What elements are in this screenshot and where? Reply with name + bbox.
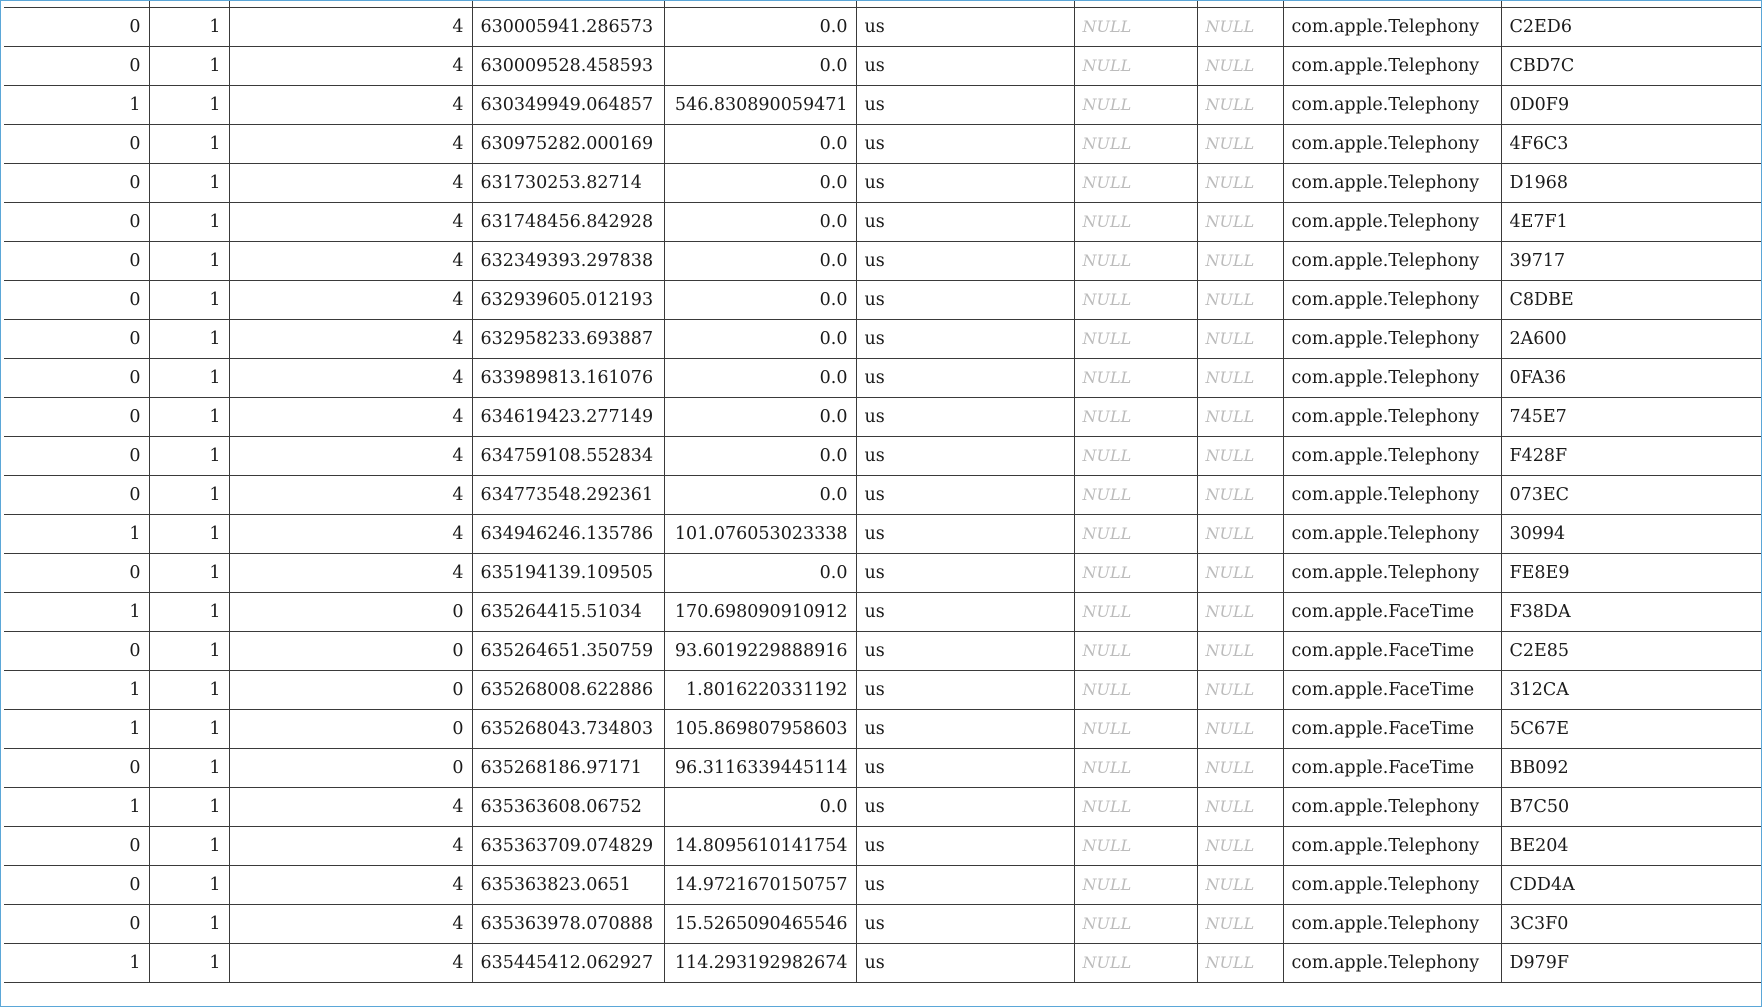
cell-flag[interactable]: 0 bbox=[4, 631, 149, 670]
cell-type[interactable]: 4 bbox=[229, 787, 472, 826]
cell-type[interactable]: 4 bbox=[229, 7, 472, 46]
cell-null-a[interactable]: NULL bbox=[1074, 826, 1197, 865]
cell-flag[interactable]: 0 bbox=[4, 748, 149, 787]
cell-duration[interactable]: 0.0 bbox=[664, 202, 856, 241]
cell-unit[interactable]: us bbox=[856, 748, 1074, 787]
cell-null-b[interactable]: NULL bbox=[1197, 124, 1283, 163]
cell-service[interactable]: com.apple.Telephony bbox=[1283, 280, 1501, 319]
cell-type[interactable]: 4 bbox=[229, 46, 472, 85]
cell-null-a[interactable]: NULL bbox=[1074, 748, 1197, 787]
cell-timestamp[interactable]: 635264651.350759 bbox=[472, 631, 664, 670]
cell-id[interactable]: BB092 bbox=[1501, 748, 1762, 787]
cell-count[interactable]: 1 bbox=[149, 358, 229, 397]
cell-unit[interactable]: us bbox=[856, 553, 1074, 592]
cell-id[interactable]: 3C3F0 bbox=[1501, 904, 1762, 943]
cell-id[interactable]: FE8E9 bbox=[1501, 553, 1762, 592]
cell-type[interactable]: 4 bbox=[229, 826, 472, 865]
cell-timestamp[interactable]: 635268186.97171 bbox=[472, 748, 664, 787]
cell-service[interactable]: com.apple.FaceTime bbox=[1283, 631, 1501, 670]
table-row[interactable] bbox=[4, 46, 1762, 85]
table-row[interactable] bbox=[4, 553, 1762, 592]
cell-null-a[interactable]: NULL bbox=[1074, 865, 1197, 904]
cell-count[interactable]: 1 bbox=[149, 865, 229, 904]
cell-timestamp[interactable]: 635363978.070888 bbox=[472, 904, 664, 943]
cell-id[interactable]: 4F6C3 bbox=[1501, 124, 1762, 163]
cell-id[interactable]: 073EC bbox=[1501, 475, 1762, 514]
cell-timestamp[interactable]: 630009528.458593 bbox=[472, 46, 664, 85]
cell-duration[interactable]: 0.0 bbox=[664, 163, 856, 202]
cell-timestamp[interactable]: 630005941.286573 bbox=[472, 7, 664, 46]
cell-service[interactable]: com.apple.Telephony bbox=[1283, 85, 1501, 124]
cell-service[interactable]: com.apple.Telephony bbox=[1283, 358, 1501, 397]
cell-timestamp[interactable]: 630975282.000169 bbox=[472, 124, 664, 163]
cell-null-a[interactable]: NULL bbox=[1074, 358, 1197, 397]
cell-service[interactable]: com.apple.FaceTime bbox=[1283, 709, 1501, 748]
cell-type[interactable]: 0 bbox=[229, 670, 472, 709]
cell-null-a[interactable]: NULL bbox=[1074, 163, 1197, 202]
cell-timestamp[interactable]: 635445412.062927 bbox=[472, 943, 664, 982]
cell-service[interactable]: com.apple.Telephony bbox=[1283, 319, 1501, 358]
cell-service[interactable]: com.apple.Telephony bbox=[1283, 202, 1501, 241]
cell-null-b[interactable]: NULL bbox=[1197, 280, 1283, 319]
cell-timestamp[interactable]: 634619423.277149 bbox=[472, 397, 664, 436]
cell-duration[interactable]: 0.0 bbox=[664, 280, 856, 319]
cell-type[interactable]: 4 bbox=[229, 553, 472, 592]
cell-timestamp[interactable]: 635363608.06752 bbox=[472, 787, 664, 826]
cell-unit[interactable]: us bbox=[856, 280, 1074, 319]
cell-null-b[interactable]: NULL bbox=[1197, 943, 1283, 982]
cell-null-b[interactable]: NULL bbox=[1197, 7, 1283, 46]
cell-type[interactable]: 4 bbox=[229, 202, 472, 241]
cell-id[interactable]: C2E85 bbox=[1501, 631, 1762, 670]
cell-id[interactable]: 5C67E bbox=[1501, 709, 1762, 748]
cell-null-b[interactable]: NULL bbox=[1197, 241, 1283, 280]
cell-null-b[interactable]: NULL bbox=[1197, 787, 1283, 826]
cell-unit[interactable]: us bbox=[856, 397, 1074, 436]
cell-null-a[interactable]: NULL bbox=[1074, 631, 1197, 670]
cell-timestamp[interactable]: 634946246.135786 bbox=[472, 514, 664, 553]
cell-null-b[interactable]: NULL bbox=[1197, 592, 1283, 631]
cell-unit[interactable]: us bbox=[856, 592, 1074, 631]
cell-timestamp[interactable]: 635264415.51034 bbox=[472, 592, 664, 631]
cell-type[interactable]: 4 bbox=[229, 124, 472, 163]
table-row[interactable] bbox=[4, 397, 1762, 436]
cell-flag[interactable]: 0 bbox=[4, 397, 149, 436]
cell-duration[interactable]: 0.0 bbox=[664, 475, 856, 514]
cell-count[interactable]: 1 bbox=[149, 280, 229, 319]
cell-flag[interactable]: 0 bbox=[4, 865, 149, 904]
cell-type[interactable]: 4 bbox=[229, 436, 472, 475]
cell-flag[interactable]: 0 bbox=[4, 7, 149, 46]
cell-duration[interactable]: 0.0 bbox=[664, 436, 856, 475]
cell-null-a[interactable]: NULL bbox=[1074, 904, 1197, 943]
cell-unit[interactable]: us bbox=[856, 631, 1074, 670]
cell-null-a[interactable]: NULL bbox=[1074, 280, 1197, 319]
cell-null-a[interactable]: NULL bbox=[1074, 241, 1197, 280]
cell-null-a[interactable]: NULL bbox=[1074, 124, 1197, 163]
cell-timestamp[interactable]: 631748456.842928 bbox=[472, 202, 664, 241]
cell-type[interactable]: 4 bbox=[229, 475, 472, 514]
cell-id[interactable]: 745E7 bbox=[1501, 397, 1762, 436]
cell-type[interactable]: 4 bbox=[229, 514, 472, 553]
cell-id[interactable]: F38DA bbox=[1501, 592, 1762, 631]
cell-count[interactable]: 1 bbox=[149, 553, 229, 592]
cell-timestamp[interactable]: 635363709.074829 bbox=[472, 826, 664, 865]
cell-type[interactable]: 4 bbox=[229, 865, 472, 904]
cell-unit[interactable]: us bbox=[856, 826, 1074, 865]
cell-type[interactable]: 0 bbox=[229, 631, 472, 670]
cell-null-b[interactable]: NULL bbox=[1197, 553, 1283, 592]
table-row[interactable] bbox=[4, 319, 1762, 358]
cell-service[interactable]: com.apple.Telephony bbox=[1283, 943, 1501, 982]
cell-service[interactable]: com.apple.Telephony bbox=[1283, 475, 1501, 514]
cell-null-b[interactable]: NULL bbox=[1197, 46, 1283, 85]
cell-null-b[interactable]: NULL bbox=[1197, 85, 1283, 124]
cell-flag[interactable]: 0 bbox=[4, 904, 149, 943]
cell-unit[interactable]: us bbox=[856, 865, 1074, 904]
cell-id[interactable]: F428F bbox=[1501, 436, 1762, 475]
cell-null-a[interactable]: NULL bbox=[1074, 436, 1197, 475]
cell-unit[interactable]: us bbox=[856, 358, 1074, 397]
cell-count[interactable]: 1 bbox=[149, 202, 229, 241]
cell-service[interactable]: com.apple.Telephony bbox=[1283, 787, 1501, 826]
cell-count[interactable]: 1 bbox=[149, 631, 229, 670]
cell-null-b[interactable]: NULL bbox=[1197, 514, 1283, 553]
cell-timestamp[interactable]: 634773548.292361 bbox=[472, 475, 664, 514]
cell-type[interactable]: 0 bbox=[229, 592, 472, 631]
cell-count[interactable]: 1 bbox=[149, 748, 229, 787]
cell-flag[interactable]: 0 bbox=[4, 280, 149, 319]
cell-count[interactable]: 1 bbox=[149, 592, 229, 631]
table-row[interactable] bbox=[4, 709, 1762, 748]
cell-duration[interactable]: 170.698090910912 bbox=[664, 592, 856, 631]
cell-null-b[interactable]: NULL bbox=[1197, 826, 1283, 865]
cell-service[interactable]: com.apple.Telephony bbox=[1283, 826, 1501, 865]
cell-unit[interactable]: us bbox=[856, 202, 1074, 241]
cell-flag[interactable]: 0 bbox=[4, 475, 149, 514]
cell-unit[interactable]: us bbox=[856, 709, 1074, 748]
cell-duration[interactable]: 0.0 bbox=[664, 124, 856, 163]
cell-null-a[interactable]: NULL bbox=[1074, 943, 1197, 982]
cell-duration[interactable]: 101.076053023338 bbox=[664, 514, 856, 553]
cell-service[interactable]: com.apple.Telephony bbox=[1283, 436, 1501, 475]
table-row[interactable] bbox=[4, 436, 1762, 475]
cell-duration[interactable]: 93.6019229888916 bbox=[664, 631, 856, 670]
table-row[interactable] bbox=[4, 7, 1762, 46]
cell-service[interactable]: com.apple.Telephony bbox=[1283, 241, 1501, 280]
cell-service[interactable]: com.apple.Telephony bbox=[1283, 514, 1501, 553]
cell-duration[interactable]: 114.293192982674 bbox=[664, 943, 856, 982]
cell-unit[interactable]: us bbox=[856, 46, 1074, 85]
cell-null-a[interactable]: NULL bbox=[1074, 7, 1197, 46]
cell-null-b[interactable]: NULL bbox=[1197, 358, 1283, 397]
cell-count[interactable]: 1 bbox=[149, 904, 229, 943]
cell-null-b[interactable]: NULL bbox=[1197, 670, 1283, 709]
cell-flag[interactable]: 0 bbox=[4, 124, 149, 163]
cell-count[interactable]: 1 bbox=[149, 436, 229, 475]
cell-timestamp[interactable]: 635363823.0651 bbox=[472, 865, 664, 904]
cell-type[interactable]: 0 bbox=[229, 748, 472, 787]
cell-flag[interactable]: 1 bbox=[4, 943, 149, 982]
cell-duration[interactable]: 15.5265090465546 bbox=[664, 904, 856, 943]
cell-null-a[interactable]: NULL bbox=[1074, 319, 1197, 358]
cell-null-a[interactable]: NULL bbox=[1074, 46, 1197, 85]
cell-null-b[interactable]: NULL bbox=[1197, 865, 1283, 904]
cell-count[interactable]: 1 bbox=[149, 46, 229, 85]
table-row[interactable] bbox=[4, 280, 1762, 319]
cell-flag[interactable]: 1 bbox=[4, 787, 149, 826]
results-table bbox=[4, 1, 1762, 983]
table-row[interactable] bbox=[4, 475, 1762, 514]
cell-duration[interactable]: 0.0 bbox=[664, 787, 856, 826]
cell-duration[interactable]: 546.830890059471 bbox=[664, 85, 856, 124]
cell-id[interactable]: 39717 bbox=[1501, 241, 1762, 280]
cell-null-b[interactable]: NULL bbox=[1197, 202, 1283, 241]
cell-duration[interactable]: 0.0 bbox=[664, 397, 856, 436]
cell-id[interactable]: 0D0F9 bbox=[1501, 85, 1762, 124]
cell-type[interactable]: 4 bbox=[229, 358, 472, 397]
cell-duration[interactable]: 0.0 bbox=[664, 46, 856, 85]
cell-timestamp[interactable]: 634759108.552834 bbox=[472, 436, 664, 475]
cell-flag[interactable]: 1 bbox=[4, 670, 149, 709]
cell-count[interactable]: 1 bbox=[149, 397, 229, 436]
cell-service[interactable]: com.apple.Telephony bbox=[1283, 124, 1501, 163]
cell-unit[interactable]: us bbox=[856, 787, 1074, 826]
cell-timestamp[interactable]: 633989813.161076 bbox=[472, 358, 664, 397]
cell-id[interactable]: BE204 bbox=[1501, 826, 1762, 865]
cell-unit[interactable]: us bbox=[856, 163, 1074, 202]
cell-unit[interactable]: us bbox=[856, 85, 1074, 124]
cell-service[interactable]: com.apple.Telephony bbox=[1283, 865, 1501, 904]
cell-null-a[interactable]: NULL bbox=[1074, 397, 1197, 436]
cell-null-a[interactable]: NULL bbox=[1074, 553, 1197, 592]
cell-timestamp[interactable]: 632939605.012193 bbox=[472, 280, 664, 319]
cell-service[interactable]: com.apple.Telephony bbox=[1283, 904, 1501, 943]
cell-duration[interactable]: 105.869807958603 bbox=[664, 709, 856, 748]
cell-null-b[interactable]: NULL bbox=[1197, 397, 1283, 436]
cell-null-b[interactable]: NULL bbox=[1197, 436, 1283, 475]
cell-count[interactable]: 1 bbox=[149, 826, 229, 865]
cell-timestamp[interactable]: 632958233.693887 bbox=[472, 319, 664, 358]
cell-unit[interactable]: us bbox=[856, 670, 1074, 709]
table-row[interactable] bbox=[4, 787, 1762, 826]
cell-null-a[interactable]: NULL bbox=[1074, 202, 1197, 241]
cell-null-a[interactable]: NULL bbox=[1074, 670, 1197, 709]
table-row[interactable] bbox=[4, 163, 1762, 202]
cell-duration[interactable]: 0.0 bbox=[664, 7, 856, 46]
cell-null-a[interactable]: NULL bbox=[1074, 85, 1197, 124]
cell-count[interactable]: 1 bbox=[149, 943, 229, 982]
cell-type[interactable]: 4 bbox=[229, 85, 472, 124]
cell-null-a[interactable]: NULL bbox=[1074, 709, 1197, 748]
cell-timestamp[interactable]: 631730253.82714 bbox=[472, 163, 664, 202]
table-row[interactable] bbox=[4, 748, 1762, 787]
cell-unit[interactable]: us bbox=[856, 475, 1074, 514]
cell-id[interactable]: 4E7F1 bbox=[1501, 202, 1762, 241]
cell-count[interactable]: 1 bbox=[149, 709, 229, 748]
cell-null-b[interactable]: NULL bbox=[1197, 748, 1283, 787]
cell-id[interactable]: CDD4A bbox=[1501, 865, 1762, 904]
table-row[interactable] bbox=[4, 943, 1762, 982]
table-row[interactable] bbox=[4, 124, 1762, 163]
cell-null-b[interactable]: NULL bbox=[1197, 709, 1283, 748]
table-row[interactable] bbox=[4, 202, 1762, 241]
cell-duration[interactable]: 96.3116339445114 bbox=[664, 748, 856, 787]
cell-null-b[interactable]: NULL bbox=[1197, 475, 1283, 514]
cell-type[interactable]: 4 bbox=[229, 904, 472, 943]
cell-type[interactable]: 4 bbox=[229, 241, 472, 280]
cell-unit[interactable]: us bbox=[856, 436, 1074, 475]
cell-type[interactable]: 4 bbox=[229, 319, 472, 358]
cell-null-b[interactable]: NULL bbox=[1197, 163, 1283, 202]
cell-timestamp[interactable]: 632349393.297838 bbox=[472, 241, 664, 280]
cell-flag[interactable]: 1 bbox=[4, 592, 149, 631]
cell-timestamp[interactable]: 635268043.734803 bbox=[472, 709, 664, 748]
cell-id[interactable]: 30994 bbox=[1501, 514, 1762, 553]
cell-flag[interactable]: 0 bbox=[4, 319, 149, 358]
cell-flag[interactable]: 0 bbox=[4, 358, 149, 397]
cell-unit[interactable]: us bbox=[856, 514, 1074, 553]
cell-type[interactable]: 4 bbox=[229, 163, 472, 202]
cell-flag[interactable]: 0 bbox=[4, 163, 149, 202]
cell-service[interactable]: com.apple.Telephony bbox=[1283, 7, 1501, 46]
cell-timestamp[interactable]: 630349949.064857 bbox=[472, 85, 664, 124]
table-body bbox=[4, 1, 1762, 982]
cell-null-b[interactable]: NULL bbox=[1197, 631, 1283, 670]
cell-null-b[interactable]: NULL bbox=[1197, 904, 1283, 943]
cell-timestamp[interactable]: 635194139.109505 bbox=[472, 553, 664, 592]
cell-duration[interactable]: 0.0 bbox=[664, 319, 856, 358]
cell-service[interactable]: com.apple.Telephony bbox=[1283, 163, 1501, 202]
cell-flag[interactable]: 0 bbox=[4, 826, 149, 865]
cell-count[interactable]: 1 bbox=[149, 124, 229, 163]
cell-flag[interactable]: 0 bbox=[4, 46, 149, 85]
cell-type[interactable]: 4 bbox=[229, 280, 472, 319]
cell-id[interactable]: CBD7C bbox=[1501, 46, 1762, 85]
cell-service[interactable]: com.apple.FaceTime bbox=[1283, 748, 1501, 787]
table-row[interactable] bbox=[4, 514, 1762, 553]
table-row[interactable] bbox=[4, 592, 1762, 631]
cell-id[interactable]: C2ED6 bbox=[1501, 7, 1762, 46]
cell-flag[interactable]: 1 bbox=[4, 85, 149, 124]
cell-flag[interactable]: 0 bbox=[4, 436, 149, 475]
cell-duration[interactable]: 0.0 bbox=[664, 553, 856, 592]
cell-flag[interactable]: 0 bbox=[4, 241, 149, 280]
cell-duration[interactable]: 14.8095610141754 bbox=[664, 826, 856, 865]
cell-duration[interactable]: 14.9721670150757 bbox=[664, 865, 856, 904]
cell-unit[interactable]: us bbox=[856, 241, 1074, 280]
cell-id[interactable]: B7C50 bbox=[1501, 787, 1762, 826]
cell-id[interactable]: C8DBE bbox=[1501, 280, 1762, 319]
cell-null-a[interactable]: NULL bbox=[1074, 787, 1197, 826]
cell-flag[interactable]: 0 bbox=[4, 553, 149, 592]
cell-unit[interactable]: us bbox=[856, 319, 1074, 358]
cell-count[interactable]: 1 bbox=[149, 163, 229, 202]
table-row[interactable] bbox=[4, 85, 1762, 124]
cell-count[interactable]: 1 bbox=[149, 475, 229, 514]
cell-count[interactable]: 1 bbox=[149, 514, 229, 553]
table-row[interactable] bbox=[4, 826, 1762, 865]
cell-unit[interactable]: us bbox=[856, 943, 1074, 982]
cell-type[interactable]: 0 bbox=[229, 709, 472, 748]
cell-service[interactable]: com.apple.FaceTime bbox=[1283, 670, 1501, 709]
cell-id[interactable]: D1968 bbox=[1501, 163, 1762, 202]
cell-id[interactable]: 312CA bbox=[1501, 670, 1762, 709]
table-row[interactable] bbox=[4, 865, 1762, 904]
cell-id[interactable]: 0FA36 bbox=[1501, 358, 1762, 397]
cell-count[interactable]: 1 bbox=[149, 7, 229, 46]
cell-unit[interactable]: us bbox=[856, 904, 1074, 943]
cell-null-b[interactable]: NULL bbox=[1197, 319, 1283, 358]
table-row[interactable] bbox=[4, 631, 1762, 670]
table-row[interactable] bbox=[4, 904, 1762, 943]
cell-flag[interactable]: 1 bbox=[4, 709, 149, 748]
cell-null-a[interactable]: NULL bbox=[1074, 592, 1197, 631]
cell-duration[interactable]: 0.0 bbox=[664, 358, 856, 397]
cell-flag[interactable]: 1 bbox=[4, 514, 149, 553]
cell-service[interactable]: com.apple.Telephony bbox=[1283, 397, 1501, 436]
cell-unit[interactable]: us bbox=[856, 124, 1074, 163]
cell-id[interactable]: 2A600 bbox=[1501, 319, 1762, 358]
cell-count[interactable]: 1 bbox=[149, 85, 229, 124]
cell-duration[interactable]: 1.8016220331192 bbox=[664, 670, 856, 709]
cell-count[interactable]: 1 bbox=[149, 670, 229, 709]
cell-type[interactable]: 4 bbox=[229, 943, 472, 982]
cell-type[interactable]: 4 bbox=[229, 397, 472, 436]
table-row[interactable] bbox=[4, 241, 1762, 280]
cell-service[interactable]: com.apple.Telephony bbox=[1283, 46, 1501, 85]
cell-duration[interactable]: 0.0 bbox=[664, 241, 856, 280]
table-row[interactable] bbox=[4, 358, 1762, 397]
cell-id[interactable]: D979F bbox=[1501, 943, 1762, 982]
cell-unit[interactable]: us bbox=[856, 7, 1074, 46]
cell-count[interactable]: 1 bbox=[149, 319, 229, 358]
table-row[interactable] bbox=[4, 670, 1762, 709]
cell-flag[interactable]: 0 bbox=[4, 202, 149, 241]
cell-count[interactable]: 1 bbox=[149, 241, 229, 280]
cell-timestamp[interactable]: 635268008.622886 bbox=[472, 670, 664, 709]
cell-null-a[interactable]: NULL bbox=[1074, 514, 1197, 553]
cell-service[interactable]: com.apple.Telephony bbox=[1283, 553, 1501, 592]
cell-service[interactable]: com.apple.FaceTime bbox=[1283, 592, 1501, 631]
cell-count[interactable]: 1 bbox=[149, 787, 229, 826]
cell-null-a[interactable]: NULL bbox=[1074, 475, 1197, 514]
